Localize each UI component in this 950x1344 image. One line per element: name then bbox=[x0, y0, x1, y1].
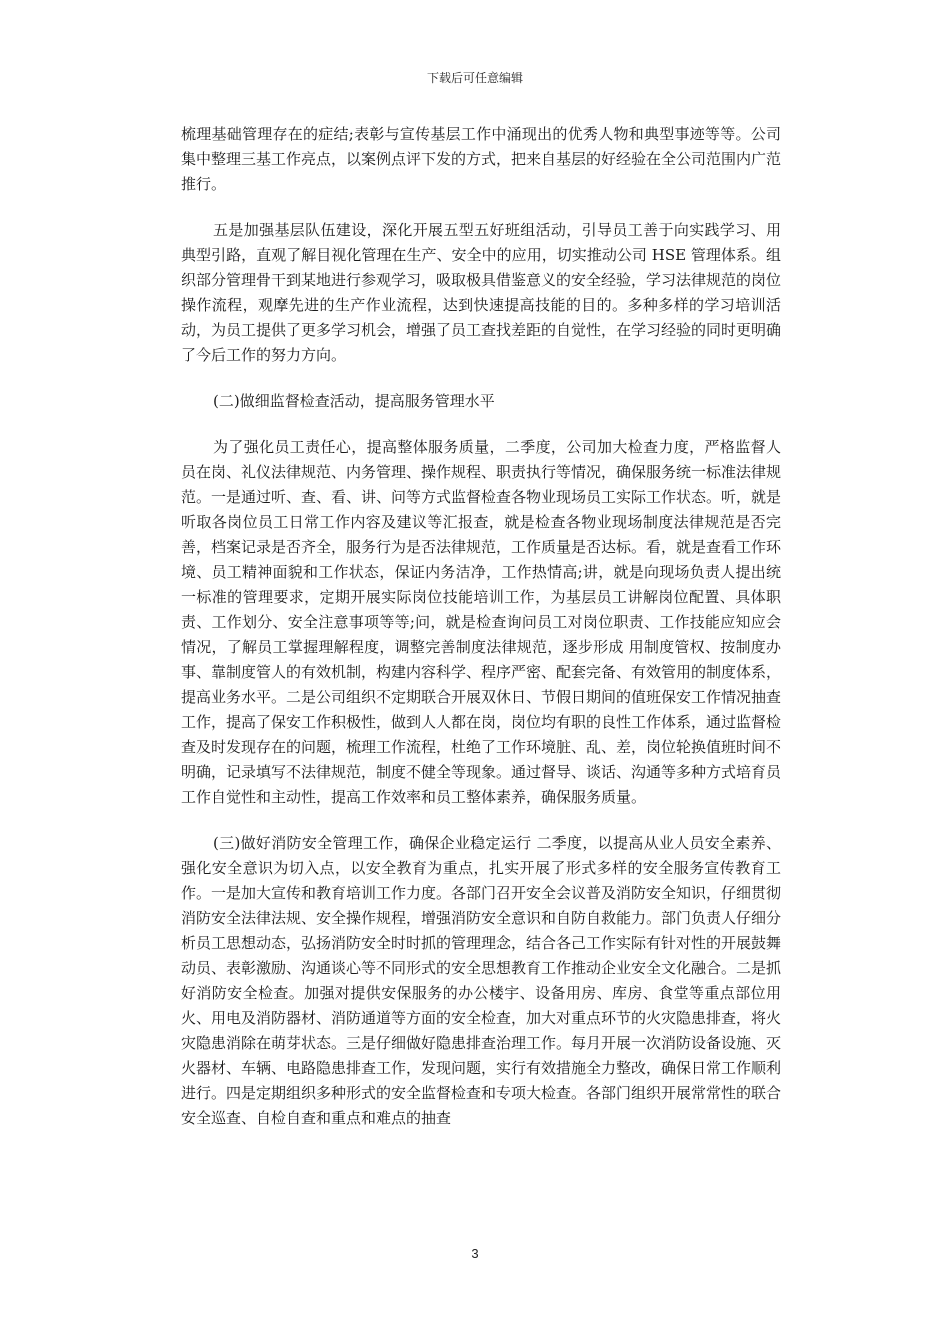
section-heading-2: (二)做细监督检查活动，提高服务管理水平 bbox=[213, 392, 495, 410]
paragraph-4: (三)做好消防安全管理工作，确保企业稳定运行 二季度，以提高从业人员安全素养、强化安全意识为切入点，以安全教育为重点，扎实开展了形式多样的安全服务宣传教育工作。一是加大宣传和教育培训工作力度。各部门召开安全会议普及消防安全知识，仔细贯彻消防安全法律法规、安全操作规程，增强消防安全意识和自防自救能力。部门负责人仔细分析员工思想动态，弘扬消防安全时时抓的管理理念，结合各己工作实际有针对性的开展鼓舞动员、表彰激励、沟通谈心等不同形式的安全思想教育工作推动企业安全文化融合。二是抓好消防安全检查。加强对提供安保服务的办公楼宇、设备用房、库房、食堂等重点部位用火、用电及消防器材、消防通道等方面的安全检查，加大对重点环节的火灾隐患排查，将火灾隐患消除在萌芽状态。三是仔细做好隐患排查治理工作。每月开展一次消防设备设施、灭火器材、车辆、电路隐患排查工作，发现问题，实行有效措施全力整改，确保日常工作顺利进行。四是定期组织多种形式的安全监督检查和专项大检查。各部门组织开展常常性的联合安全巡查、自检自查和重点和难点的抽查 bbox=[181, 834, 782, 1127]
page-header: 下载后可任意编辑 bbox=[426, 71, 523, 85]
paragraph-1: 梳理基础管理存在的症结;表彰与宣传基层工作中涌现出的优秀人物和典型事迹等等。公司集中整理三基工作亮点，以案例点评下发的方式，把来自基层的好经验在全公司范围内广范推行。 bbox=[181, 125, 782, 193]
paragraph-3: 为了强化员工责任心，提高整体服务质量，二季度，公司加大检查力度，严格监督人员在岗、礼仪法律规范、内务管理、操作规程、职责执行等情况，确保服务统一标准法律规范。一是通过听、查、看、讲、问等方式监督检查各物业现场员工实际工作状态。听，就是听取各岗位员工日常工作内容及建议等汇报查，就是检查各物业现场制度法律规范是否完善，档案记录是否齐全，服务行为是否法律规范，工作质量是否达标。看，就是查看工作环境、员工精神面貌和工作状态，保证内务洁净，工作热情高;讲，就是向现场负责人提出统一标准的管理要求，定期开展实际岗位技能培训工作，为基层员工讲解岗位配置、具体职责、工作划分、安全注意事项等等;问，就是检查询问员工对岗位职责、工作技能应知应会情况，了解员工掌握理解程度，调整完善制度法律规范，逐步形成 用制度管权、按制度办事、靠制度管人的有效机制，构建内容科学、程序严密、配套完备、有效管用的制度体系，提高业务水平。二是公司组织不定期联合开展双休日、节假日期间的值班保安工作情况抽查工作，提高了保安工作积极性，做到人人都在岗，岗位均有职的良性工作体系，通过监督检查及时发现存在的问题，梳理工作流程，杜绝了工作环境脏、乱、差，岗位轮换值班时间不明确，记录填写不法律规范，制度不健全等现象。通过督导、谈话、沟通等多种方式培育员工作自觉性和主动性，提高工作效率和员工整体素养，确保服务质量。 bbox=[181, 438, 782, 806]
document-body bbox=[181, 122, 781, 1152]
paragraph-2: 五是加强基层队伍建设，深化开展五型五好班组活动，引导员工善于向实践学习、用典型引路，直观了解目视化管理在生产、安全中的应用，切实推动公司 HSE 管理体系。组织部分管理骨干到某地进行参观学习，吸取极具借鉴意义的安全经验，学习法律规范的岗位操作流程，观摩先进的生产作业流程，达到快速提高技能的目的。多种多样的学习培训活动，为员工提供了更多学习机会，增强了员工查找差距的自觉性，在学习经验的同时更明确了今后工作的努力方向。 bbox=[181, 221, 782, 364]
page-number: 3 bbox=[471, 1246, 479, 1261]
